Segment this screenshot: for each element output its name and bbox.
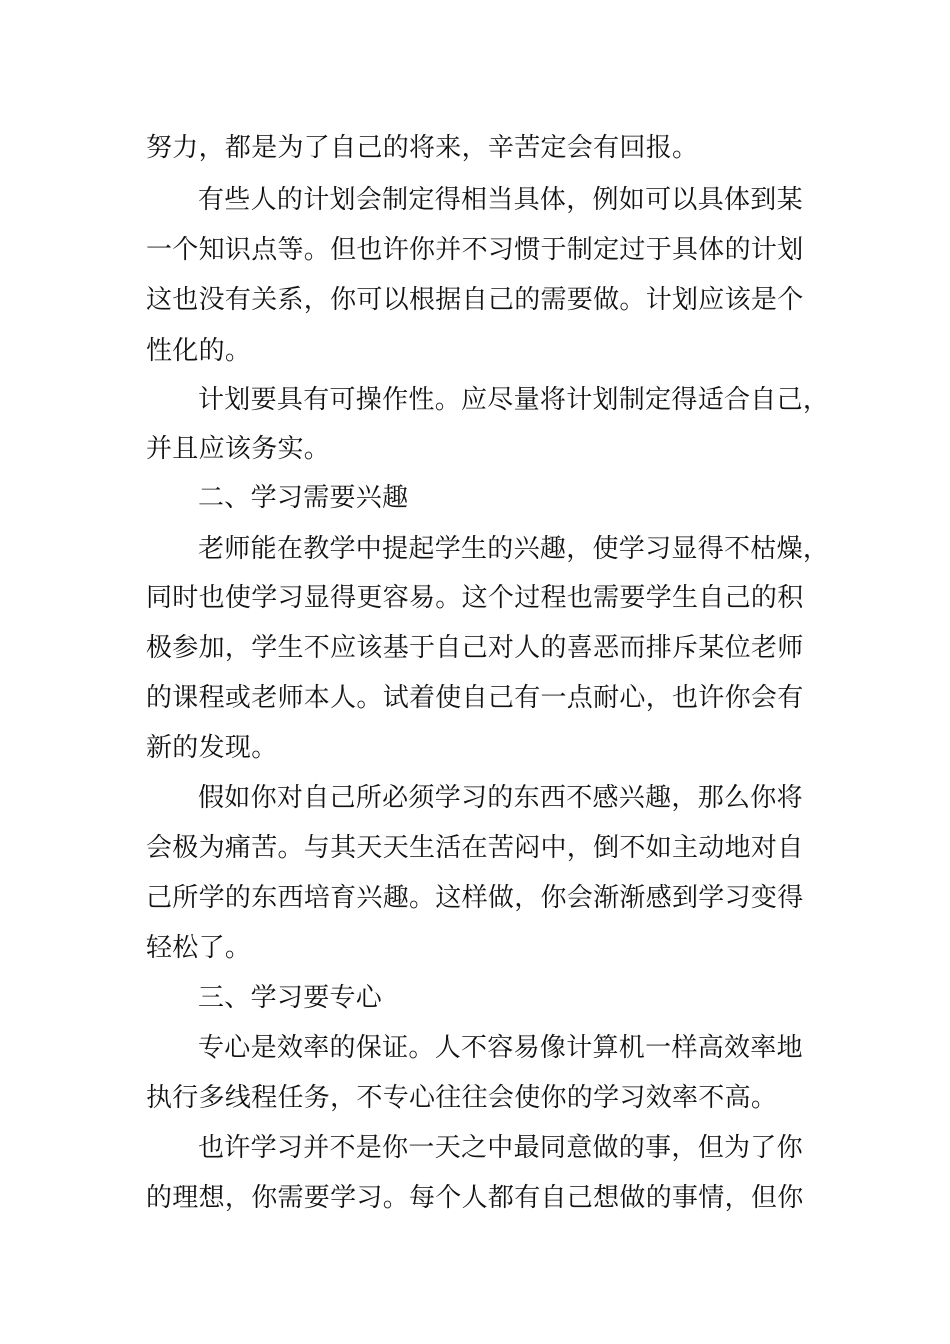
text-line: 专心是效率的保证。人不容易像计算机一样高效率地 bbox=[198, 1033, 803, 1063]
text-line: 会极为痛苦。与其天天生活在苦闷中，倒不如主动地对自 bbox=[146, 833, 804, 863]
text-line: 的理想，你需要学习。每个人都有自己想做的事情，但你 bbox=[146, 1183, 804, 1213]
text-line: 的课程或老师本人。试着使自己有一点耐心，也许你会有 bbox=[146, 683, 804, 713]
text-line: 新的发现。 bbox=[146, 733, 278, 763]
section-heading: 二、学习需要兴趣 bbox=[198, 483, 409, 513]
text-line: 性化的。 bbox=[146, 336, 252, 366]
text-line: 执行多线程任务，不专心往往会使你的学习效率不高。 bbox=[146, 1083, 778, 1113]
text-line: 有些人的计划会制定得相当具体，例如可以具体到某 bbox=[198, 185, 803, 215]
section-heading: 三、学习要专心 bbox=[198, 983, 383, 1013]
text-line: 也许学习并不是你一天之中最同意做的事，但为了你 bbox=[198, 1133, 803, 1163]
text-line: 假如你对自己所必须学习的东西不感兴趣，那么你将 bbox=[198, 783, 803, 813]
text-line: 这也没有关系，你可以根据自己的需要做。计划应该是个 bbox=[146, 285, 804, 315]
text-line: 同时也使学习显得更容易。这个过程也需要学生自己的积 bbox=[146, 583, 804, 613]
text-line: 轻松了。 bbox=[146, 933, 252, 963]
text-line: 己所学的东西培育兴趣。这样做，你会渐渐感到学习变得 bbox=[146, 883, 804, 913]
text-line: 并且应该务实。 bbox=[146, 434, 331, 464]
text-line: 计划要具有可操作性。应尽量将计划制定得适合自己， bbox=[198, 385, 830, 415]
text-line: 老师能在教学中提起学生的兴趣，使学习显得不枯燥， bbox=[198, 534, 830, 564]
text-line: 努力，都是为了自己的将来，辛苦定会有回报。 bbox=[146, 133, 699, 163]
text-line: 极参加，学生不应该基于自己对人的喜恶而排斥某位老师 bbox=[146, 633, 804, 663]
text-line: 一个知识点等。但也许你并不习惯于制定过于具体的计划 bbox=[146, 235, 804, 265]
